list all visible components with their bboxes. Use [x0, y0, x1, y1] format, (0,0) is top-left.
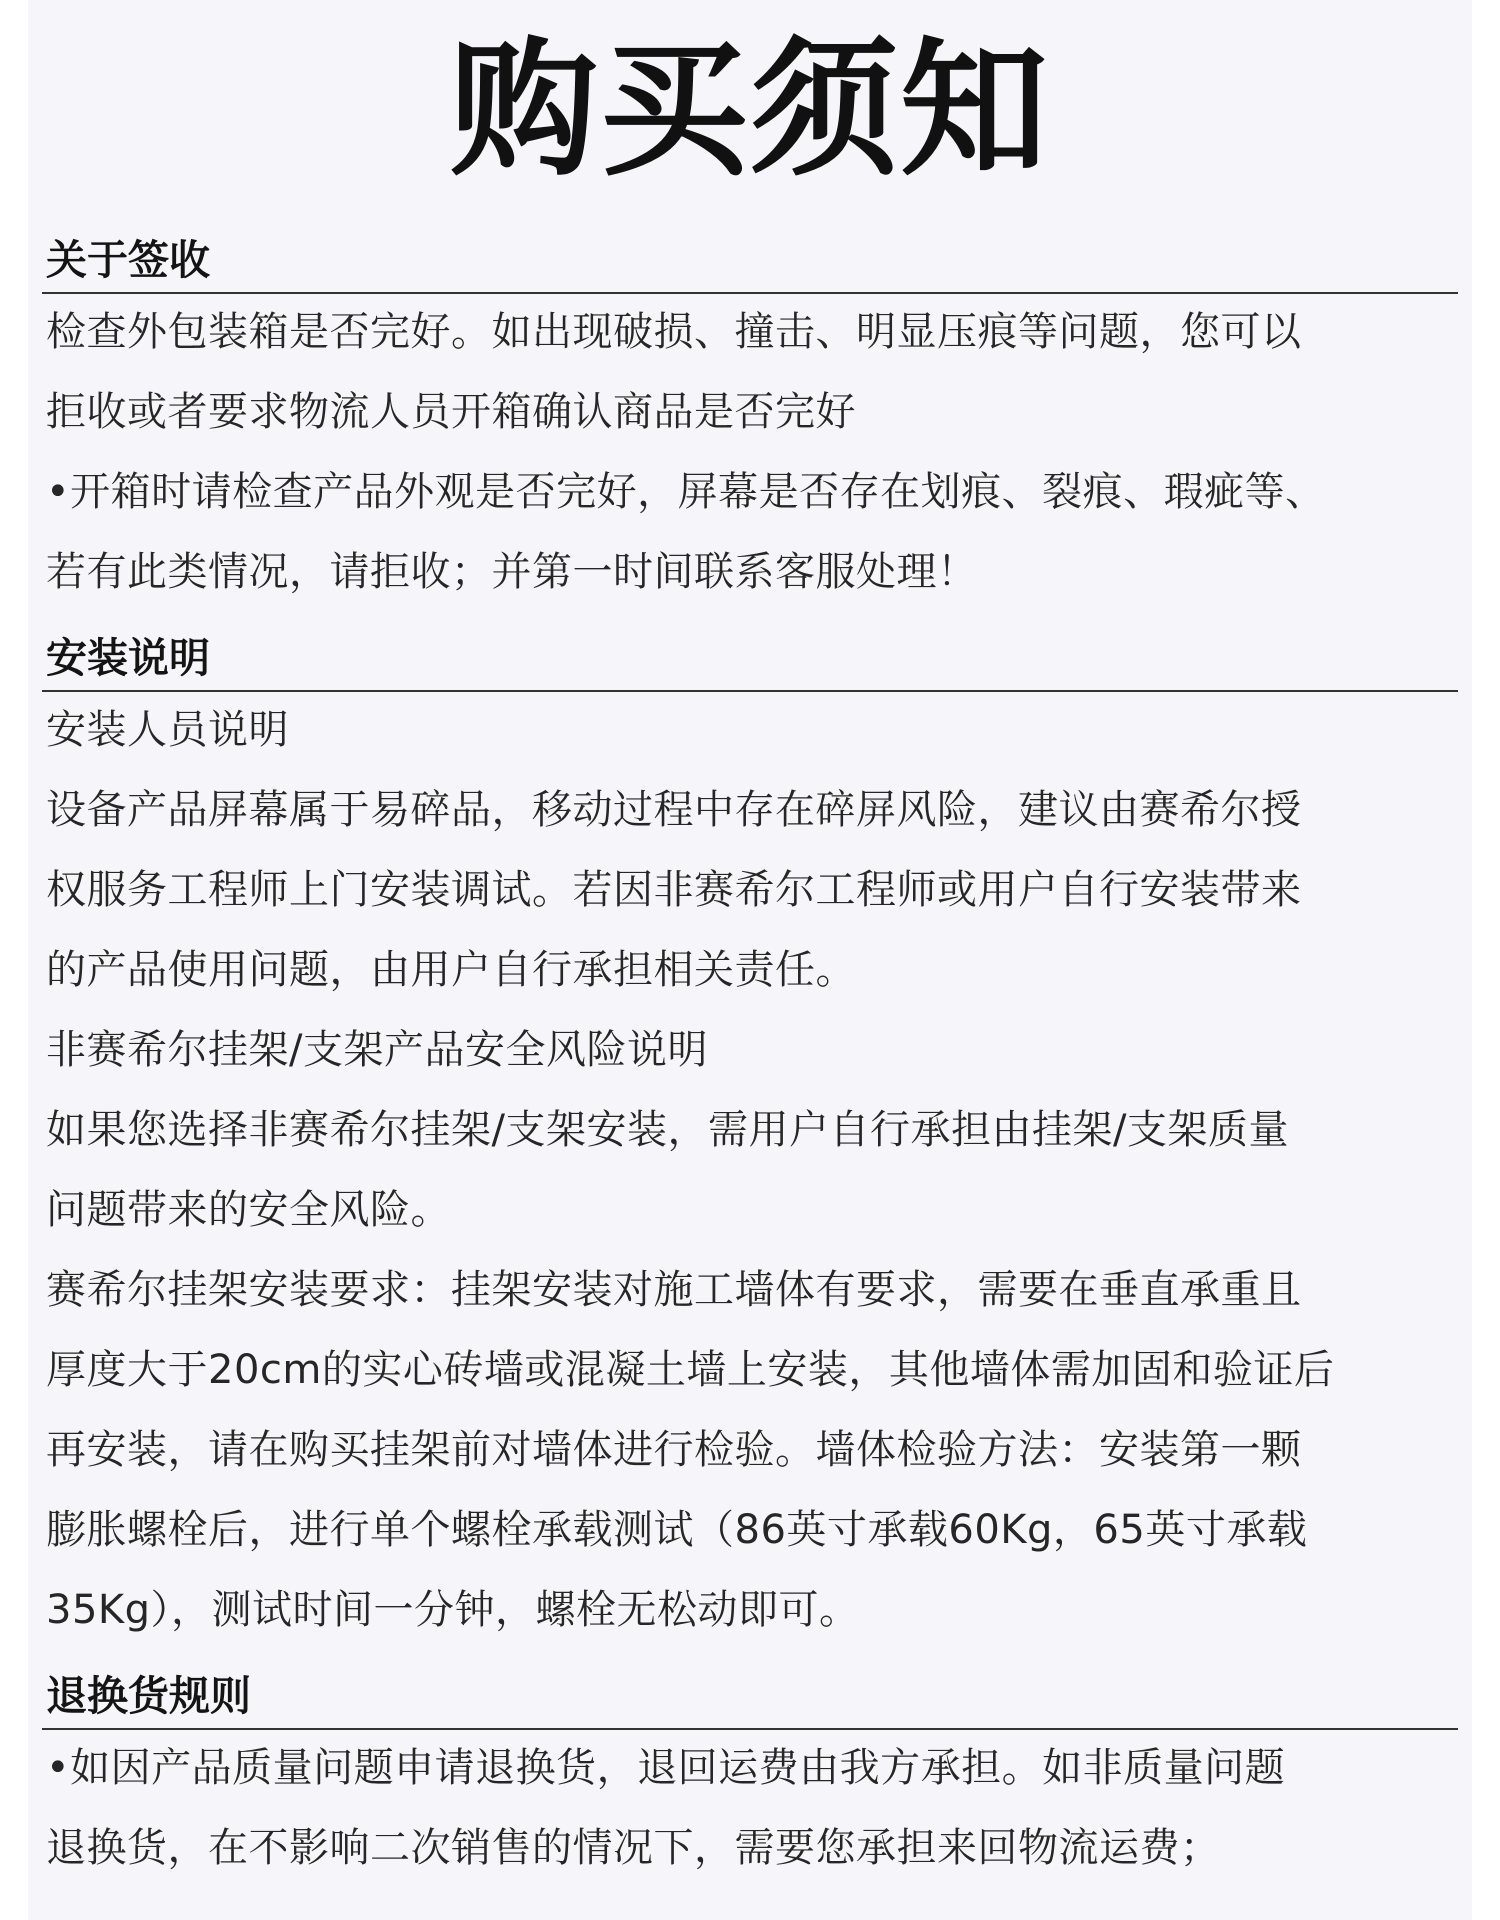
paragraph: 厚度大于20cm的实心砖墙或混凝土墙上安装，其他墙体需加固和验证后 [46, 1347, 1335, 1393]
paragraph: 35Kg），测试时间一分钟，螺栓无松动即可。 [46, 1587, 860, 1633]
section-receipt [46, 232, 1456, 612]
paragraph: 拒收或者要求物流人员开箱确认商品是否完好 [46, 389, 856, 435]
paragraph: 权服务工程师上门安装调试。若因非赛希尔工程师或用户自行安装带来 [46, 867, 1302, 913]
paragraph: 如果您选择非赛希尔挂架/支架安装，需用户自行承担由挂架/支架质量 [46, 1107, 1289, 1153]
section-heading-receipt: 关于签收 [46, 236, 210, 284]
page-title: 购买须知 [450, 24, 1050, 196]
paragraph: 问题带来的安全风险。 [46, 1187, 451, 1233]
section-returns [46, 1668, 1456, 1888]
section-installation [46, 630, 1456, 1650]
paragraph: 再安装，请在购买挂架前对墙体进行检验。墙体检验方法：安装第一颗 [46, 1427, 1302, 1473]
paragraph: 的产品使用问题，由用户自行承担相关责任。 [46, 947, 856, 993]
paragraph: 检查外包装箱是否完好。如出现破损、撞击、明显压痕等问题，您可以 [46, 309, 1302, 355]
paragraph: 安装人员说明 [46, 707, 289, 753]
section-heading-returns: 退换货规则 [46, 1672, 251, 1720]
paragraph: 赛希尔挂架安装要求：挂架安装对施工墙体有要求，需要在垂直承重且 [46, 1267, 1302, 1313]
section-heading-installation: 安装说明 [46, 634, 210, 682]
paragraph: 非赛希尔挂架/支架产品安全风险说明 [46, 1027, 708, 1073]
notice-card [28, 0, 1472, 1920]
paragraph: 设备产品屏幕属于易碎品，移动过程中存在碎屏风险，建议由赛希尔授 [46, 787, 1302, 833]
paragraph: 退换货，在不影响二次销售的情况下，需要您承担来回物流运费； [46, 1825, 1221, 1871]
paragraph: 膨胀螺栓后，进行单个螺栓承载测试（86英寸承载60Kg，65英寸承载 [46, 1507, 1308, 1553]
paragraph: •如因产品质量问题申请退换货，退回运费由我方承担。如非质量问题 [46, 1745, 1286, 1791]
paragraph: •开箱时请检查产品外观是否完好，屏幕是否存在划痕、裂痕、瑕疵等、 [46, 469, 1326, 515]
paragraph: 若有此类情况，请拒收；并第一时间联系客服处理！ [46, 549, 978, 595]
